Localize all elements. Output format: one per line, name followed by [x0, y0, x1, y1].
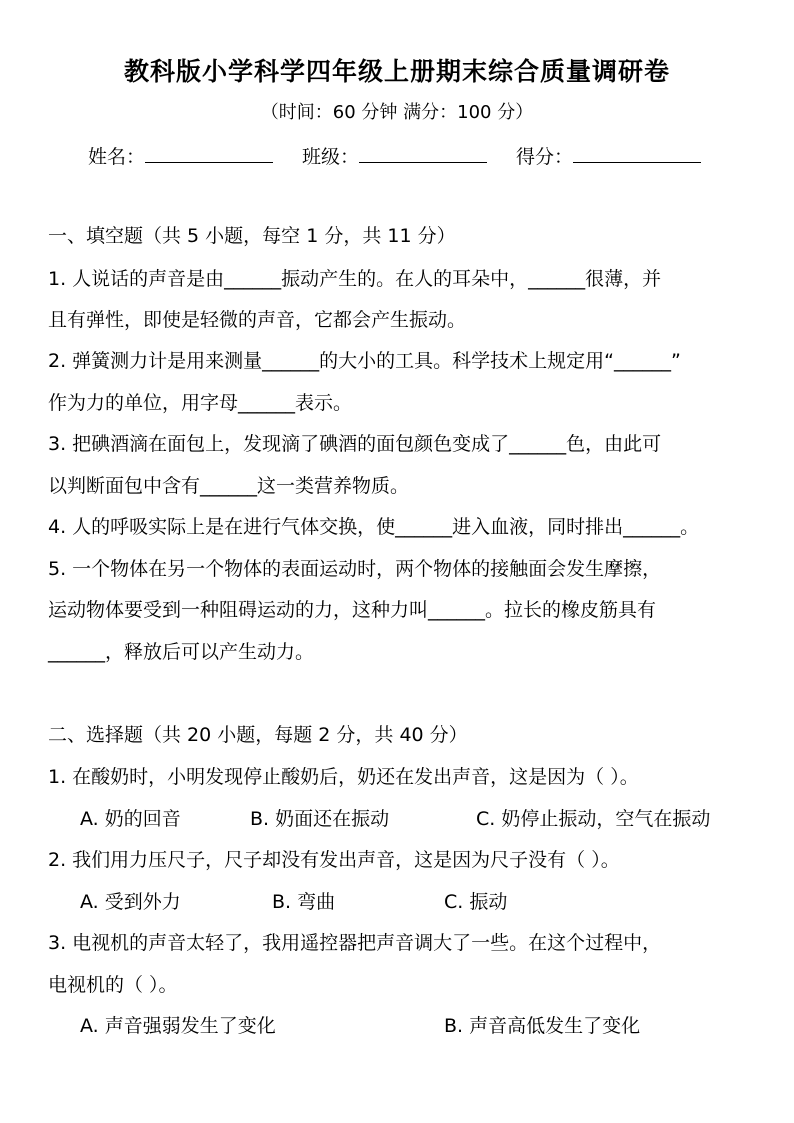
- fill-line: ______，释放后可以产生动力。: [48, 641, 315, 663]
- student-info-row: [88, 142, 738, 170]
- question-stem: 2. 我们用力压尺子，尺子却没有发出声音，这是因为尺子没有（ ）。: [48, 849, 620, 871]
- option-b[interactable]: B. 声音高低发生了变化: [444, 1015, 641, 1037]
- option-a[interactable]: A. 声音强弱发生了变化: [80, 1015, 276, 1037]
- section1-heading: 一、填空题（共 5 小题，每空 1 分，共 11 分）: [48, 225, 456, 247]
- question-stem: 电视机的（ ）。: [48, 974, 178, 996]
- score-label: 得分：: [516, 146, 574, 168]
- question-stem: 3. 电视机的声音太轻了，我用遥控器把声音调大了一些。在这个过程中，: [48, 932, 662, 954]
- score-blank[interactable]: [573, 144, 701, 163]
- fill-line: 4. 人的呼吸实际上是在进行气体交换，使______进入血液，同时排出______。: [48, 516, 700, 538]
- option-b[interactable]: B. 奶面还在振动: [250, 808, 390, 830]
- question-stem: 1. 在酸奶时，小明发现停止酸奶后，奶还在发出声音，这是因为（ ）。: [48, 766, 639, 788]
- score-field[interactable]: [516, 142, 701, 169]
- fill-line: 作为力的单位，用字母______表示。: [48, 392, 353, 414]
- section2-heading: 二、选择题（共 20 小题，每题 2 分，共 40 分）: [48, 724, 468, 746]
- fill-line: 且有弹性，即使是轻微的声音，它都会产生振动。: [48, 309, 467, 331]
- name-blank[interactable]: [145, 144, 273, 163]
- fill-line: 运动物体要受到一种阻碍运动的力，这种力叫______。拉长的橡皮筋具有: [48, 599, 657, 621]
- exam-subtitle: （时间：60 分钟 满分：100 分）: [260, 102, 534, 123]
- option-c[interactable]: C. 振动: [444, 891, 508, 913]
- fill-line: 1. 人说话的声音是由______振动产生的。在人的耳朵中，______很薄，并: [48, 268, 662, 290]
- class-blank[interactable]: [359, 144, 487, 163]
- page-title: 教科版小学科学四年级上册期末综合质量调研卷: [123, 57, 670, 86]
- option-a[interactable]: A. 受到外力: [80, 891, 181, 913]
- option-c[interactable]: C. 奶停止振动，空气在振动: [476, 808, 711, 830]
- name-label: 姓名：: [88, 146, 146, 168]
- option-a[interactable]: A. 奶的回音: [80, 808, 181, 830]
- name-field[interactable]: [88, 142, 273, 169]
- class-label: 班级：: [302, 146, 360, 168]
- fill-line: 3. 把碘酒滴在面包上，发现滴了碘酒的面包颜色变成了______色，由此可: [48, 433, 662, 455]
- fill-line: 2. 弹簧测力计是用来测量______的大小的工具。科学技术上规定用“______”: [48, 350, 681, 372]
- fill-line: 5. 一个物体在另一个物体的表面运动时，两个物体的接触面会发生摩擦，: [48, 558, 662, 580]
- fill-line: 以判断面包中含有______这一类营养物质。: [48, 475, 410, 497]
- option-b[interactable]: B. 弯曲: [272, 891, 336, 913]
- class-field[interactable]: [302, 142, 487, 169]
